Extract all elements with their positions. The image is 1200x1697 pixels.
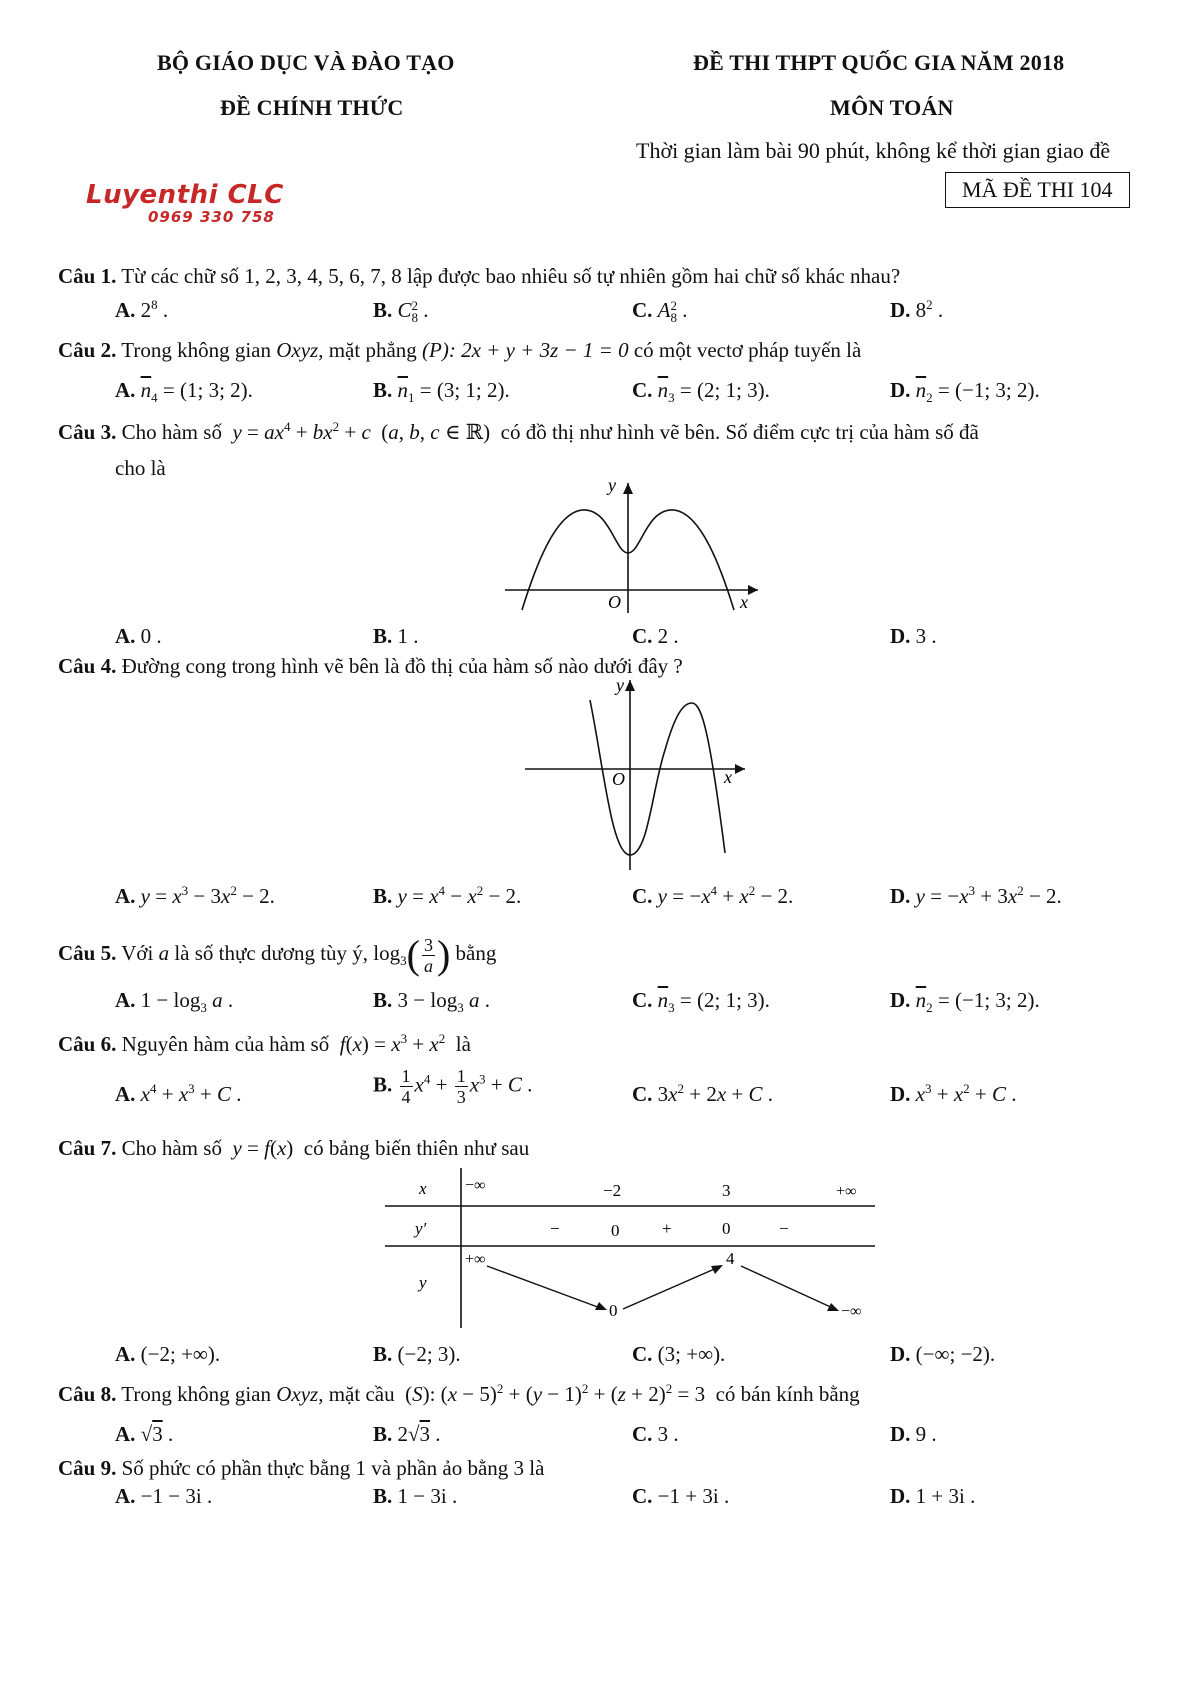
question-3: Câu 3. Cho hàm số $y = ax^4 + bx^2 + c$ (a, b, c ∈ ℝ) có đồ thị như hình vẽ bên. Số điểm cực trị của hàm số đã xyxy=(58,419,979,444)
q4-text: Đường cong trong hình vẽ bên là đồ thị của hàm số nào dưới đây ? xyxy=(121,654,683,678)
q9-option-a[interactable]: A. −1 − 3i . xyxy=(115,1484,213,1508)
table-x-3: 3 xyxy=(722,1181,731,1200)
table-yp-sign-2: + xyxy=(662,1219,672,1238)
question-7: Câu 7. Cho hàm số y = f(x) có bảng biến thiên như sau xyxy=(58,1136,530,1160)
q3-option-d[interactable]: D. 3 . xyxy=(890,624,937,648)
q5-option-b[interactable]: B. $3 - \log_3 a$ . xyxy=(373,988,490,1016)
table-yp-zero-1: 0 xyxy=(611,1221,620,1240)
q5-option-a[interactable]: A. $1 - \log_3 a$ . xyxy=(115,988,234,1016)
q3-label: Câu 3. xyxy=(58,420,117,444)
question-1 xyxy=(58,262,900,290)
q3-text-cont: cho là xyxy=(115,456,166,480)
q4-axis-x-label: x xyxy=(724,767,732,787)
q6-label: Câu 6. xyxy=(58,1032,117,1056)
q9-label: Câu 9. xyxy=(58,1456,117,1480)
q6-option-c[interactable]: C. $3x^2 + 2x + C$ . xyxy=(632,1081,774,1106)
q5-option-c[interactable]: C. $\overline{n}_3 = (2$; 1; 3). xyxy=(632,988,770,1016)
q9-option-b[interactable]: B. 1 − 3i . xyxy=(373,1484,458,1508)
table-y-max: 4 xyxy=(726,1249,735,1268)
question-2: Câu 2. Trong không gian Oxyz, mặt phẳng (P): 2x + y + 3z − 1 = 0 có một vectơ pháp tuyến là xyxy=(58,338,862,362)
q2-plane: (P): 2x + y + 3z − 1 = 0 xyxy=(422,338,629,362)
q8-label: Câu 8. xyxy=(58,1382,117,1406)
q1-option-a[interactable]: A. $2^8$ . xyxy=(115,297,169,322)
q6-option-b[interactable]: B. $\frac{1}{4}$ $x^4$ + $\frac{1}{3}$ $x^3 + C$ . xyxy=(373,1066,533,1107)
ministry-name: BỘ GIÁO DỤC VÀ ĐÀO TẠO xyxy=(157,50,455,75)
q1-option-d[interactable]: D. $8^2$ . xyxy=(890,297,944,322)
q1-option-c[interactable]: C. A 2 8 . xyxy=(632,298,688,326)
q7-label: Câu 7. xyxy=(58,1136,117,1160)
table-x-neg2: −2 xyxy=(603,1181,622,1200)
time-note: Thời gian làm bài 90 phút, không kể thời gian giao đề xyxy=(636,138,1111,163)
q1-text: Từ các chữ số 1, 2, 3, 4, 5, 6, 7, 8 lập được bao nhiêu số tự nhiên gồm hai chữ số khác nhau? xyxy=(121,264,901,288)
q8-option-c[interactable]: C. 3 . xyxy=(632,1422,679,1446)
variation-table xyxy=(385,1168,885,1328)
exam-code: MÃ ĐỀ THI 104 xyxy=(945,172,1130,208)
subject-title: MÔN TOÁN xyxy=(830,95,954,120)
q5-label: Câu 5. xyxy=(58,941,117,965)
q5-option-d[interactable]: D. $\overline{n}_2 = (-1$; 3; 2). xyxy=(890,988,1040,1016)
table-yp-sign-1: − xyxy=(550,1219,560,1238)
official-label: ĐỀ CHÍNH THỨC xyxy=(220,95,404,120)
q7-option-b[interactable]: B. (−2; 3). xyxy=(373,1342,461,1366)
table-yp-zero-2: 0 xyxy=(722,1219,731,1238)
q9-text: Số phức có phần thực bằng 1 và phần ảo bằng 3 là xyxy=(121,1456,545,1480)
q9-option-c[interactable]: C. −1 + 3i . xyxy=(632,1484,730,1508)
brand-logo: Luyenthi CLC xyxy=(86,180,284,210)
q6-option-d[interactable]: D. $x^3 + x^2 + C$ . xyxy=(890,1081,1017,1106)
table-y-neg-inf: −∞ xyxy=(841,1303,862,1320)
question-5: Câu 5. Với a là số thực dương tùy ý, $\log_3$( $\frac{3}{a}$ ) bằng xyxy=(58,932,497,978)
table-yp-sign-3: − xyxy=(779,1219,789,1238)
q3-graph xyxy=(500,478,770,618)
q4-option-a[interactable]: A. $y = x^3 - 3x^2 - 2$. xyxy=(115,883,275,908)
q2-option-c[interactable]: C. $\overline{n}_3 = (2$; 1; 3). xyxy=(632,378,770,406)
q2-label: Câu 2. xyxy=(58,338,117,362)
question-6: Câu 6. Nguyên hàm của hàm số $f(x) = x^3 + x^2$ là xyxy=(58,1031,471,1056)
q8-option-d[interactable]: D. 9 . xyxy=(890,1422,937,1446)
q3-origin-label: O xyxy=(608,592,621,612)
q1-option-b[interactable]: B. C 2 8 . xyxy=(373,298,429,326)
q4-axis-y-label: y xyxy=(616,675,624,695)
table-x-pos-inf: +∞ xyxy=(836,1183,857,1200)
q4-label: Câu 4. xyxy=(58,654,117,678)
q2-option-b[interactable]: B. $\overline{n}_1 = (3$; 1; 2). xyxy=(373,378,510,406)
q7-option-c[interactable]: C. (3; +∞). xyxy=(632,1342,726,1366)
q9-option-d[interactable]: D. 1 + 3i . xyxy=(890,1484,976,1508)
q4-option-c[interactable]: C. $y = -x^4 + x^2 - 2$. xyxy=(632,883,794,908)
question-9 xyxy=(58,1454,544,1482)
q4-option-b[interactable]: B. $y = x^4 - x^2 - 2$. xyxy=(373,883,522,908)
q4-option-d[interactable]: D. $y = -x^3 + 3x^2 - 2$. xyxy=(890,883,1062,908)
q3-option-b[interactable]: B. 1 . xyxy=(373,624,419,648)
q4-graph xyxy=(520,675,750,875)
q8-option-b[interactable]: B. 2√3 . xyxy=(373,1422,441,1446)
table-y-min: 0 xyxy=(609,1301,618,1320)
q3-axis-x-label: x xyxy=(740,592,748,612)
exam-title: ĐỀ THI THPT QUỐC GIA NĂM 2018 xyxy=(693,50,1065,75)
table-y-pos-inf: +∞ xyxy=(465,1251,486,1268)
q1-label: Câu 1. xyxy=(58,264,117,288)
question-8: Câu 8. Trong không gian Oxyz, mặt cầu (S): $(x - 5)^2 + (y - 1)^2 + (z + 2)^2 = 3$ có bán kính bằng xyxy=(58,1381,860,1406)
table-row-x-label: x xyxy=(419,1179,427,1198)
q8-option-a[interactable]: A. √3 . xyxy=(115,1422,174,1446)
q7-option-d[interactable]: D. (−∞; −2). xyxy=(890,1342,996,1366)
table-row-yprime-label: y′ xyxy=(415,1219,427,1238)
table-row-y-label: y xyxy=(419,1273,427,1292)
table-x-neg-inf: −∞ xyxy=(465,1177,486,1194)
q6-option-a[interactable]: A. $x^4 + x^3 + C$ . xyxy=(115,1081,242,1106)
q2-option-a[interactable]: A. $\overline{n}_4 = (1$; 3; 2). xyxy=(115,378,253,406)
q3-axis-y-label: y xyxy=(608,478,616,495)
q7-option-a[interactable]: A. (−2; +∞). xyxy=(115,1342,221,1366)
q4-origin-label: O xyxy=(612,769,625,789)
q3-option-a[interactable]: A. 0 . xyxy=(115,624,162,648)
q2-option-d[interactable]: D. $\overline{n}_2 = (-1$; 3; 2). xyxy=(890,378,1040,406)
brand-phone: 0969 330 758 xyxy=(148,208,275,226)
q3-option-c[interactable]: C. 2 . xyxy=(632,624,679,648)
